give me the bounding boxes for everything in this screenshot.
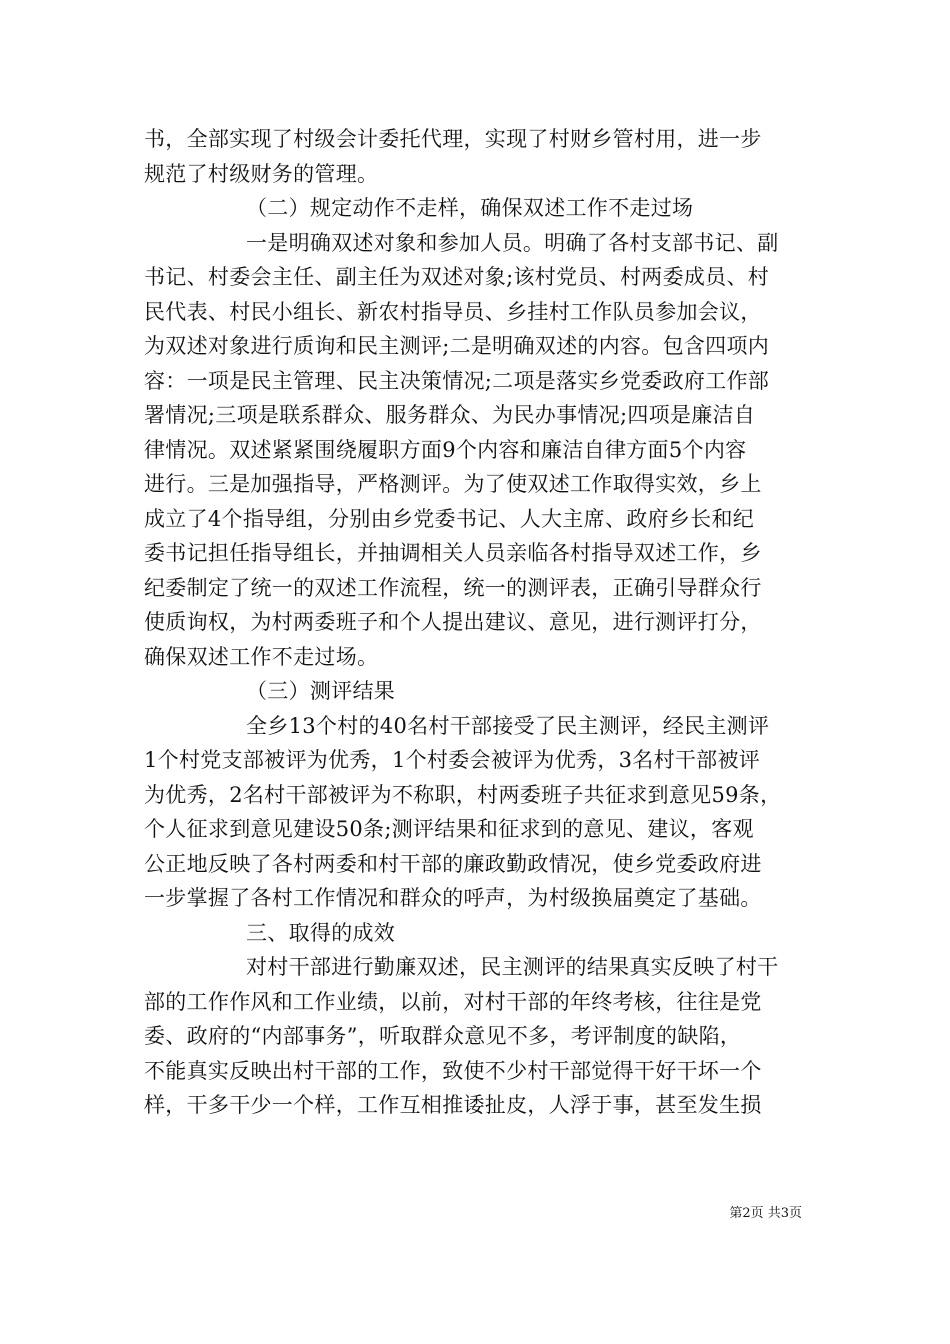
body-text <box>144 122 814 1123</box>
text-line: 署情况;三项是联系群众、服务群众、为民办事情况;四项是廉洁自 <box>144 403 756 427</box>
text-line: 委书记担任指导组长，并抽调相关人员亲临各村指导双述工作，乡 <box>144 541 762 565</box>
text-line: 确保双述工作不走过场。 <box>144 644 379 669</box>
text-line: 容：一项是民主管理、民主决策情况;二项是落实乡党委政府工作部 <box>144 368 770 393</box>
text-line: 为优秀，2名村干部被评为不称职，村两委班子共征求到意见59条， <box>144 782 782 807</box>
text-line: 民代表、村民小组长、新农村指导员、乡挂村工作队员参加会议， <box>144 299 762 324</box>
text-line: 1个村党支部被评为优秀，1个村委会被评为优秀，3名村干部被评 <box>144 748 761 772</box>
text-line: 样，干多干少一个样，工作互相推诿扯皮，人浮于事，甚至发生损 <box>144 1093 762 1117</box>
text-line: 一步掌握了各村工作情况和群众的呼声，为村级换届奠定了基础。 <box>144 886 762 910</box>
text-line: 书记、村委会主任、副主任为双述对象;该村党员、村两委成员、村 <box>144 265 770 289</box>
section-heading: （二）规定动作不走样，确保双述工作不走过场 <box>246 196 694 220</box>
text-line: 律情况。双述紧紧围绕履职方面9个内容和廉洁自律方面5个内容 <box>144 437 747 462</box>
text-line: 书，全部实现了村级会计委托代理，实现了村财乡管村用，进一步 <box>144 127 762 151</box>
paragraph-start: 全乡13个村的40名村干部接受了民主测评，经民主测评 <box>246 713 770 738</box>
text-line: 使质询权，为村两委班子和个人提出建议、意见，进行测评打分， <box>144 610 762 634</box>
text-line: 公正地反映了各村两委和村干部的廉政勤政情况，使乡党委政府进 <box>144 851 762 876</box>
page-number: 第2页 共3页 <box>729 1206 802 1221</box>
section-heading: （三）测评结果 <box>246 679 396 703</box>
text-line: 为双述对象进行质询和民主测评;二是明确双述的内容。包含四项内 <box>144 334 770 358</box>
text-line: 纪委制定了统一的双述工作流程，统一的测评表，正确引导群众行 <box>144 575 762 600</box>
text-line: 规范了村级财务的管理。 <box>144 161 379 186</box>
text-line: 个人征求到意见建设50条;测评结果和征求到的意见、建议，客观 <box>144 817 754 841</box>
text-line: 委、政府的“内部事务”，听取群众意见不多，考评制度的缺陷， <box>144 1024 742 1048</box>
text-line: 部的工作作风和工作业绩，以前，对村干部的年终考核，往往是党 <box>144 989 762 1014</box>
section-heading: 三、取得的成效 <box>246 920 396 945</box>
text-line: 不能真实反映出村干部的工作，致使不少村干部觉得干好干坏一个 <box>144 1058 762 1083</box>
text-line: 成立了4个指导组，分别由乡党委书记、人大主席、政府乡长和纪 <box>144 506 755 531</box>
paragraph-start: 一是明确双述对象和参加人员。明确了各村支部书记、副 <box>246 230 779 255</box>
paragraph-start: 对村干部进行勤廉双述，民主测评的结果真实反映了村干 <box>246 955 779 979</box>
text-line: 进行。三是加强指导，严格测评。为了使双述工作取得实效，乡上 <box>144 472 762 496</box>
